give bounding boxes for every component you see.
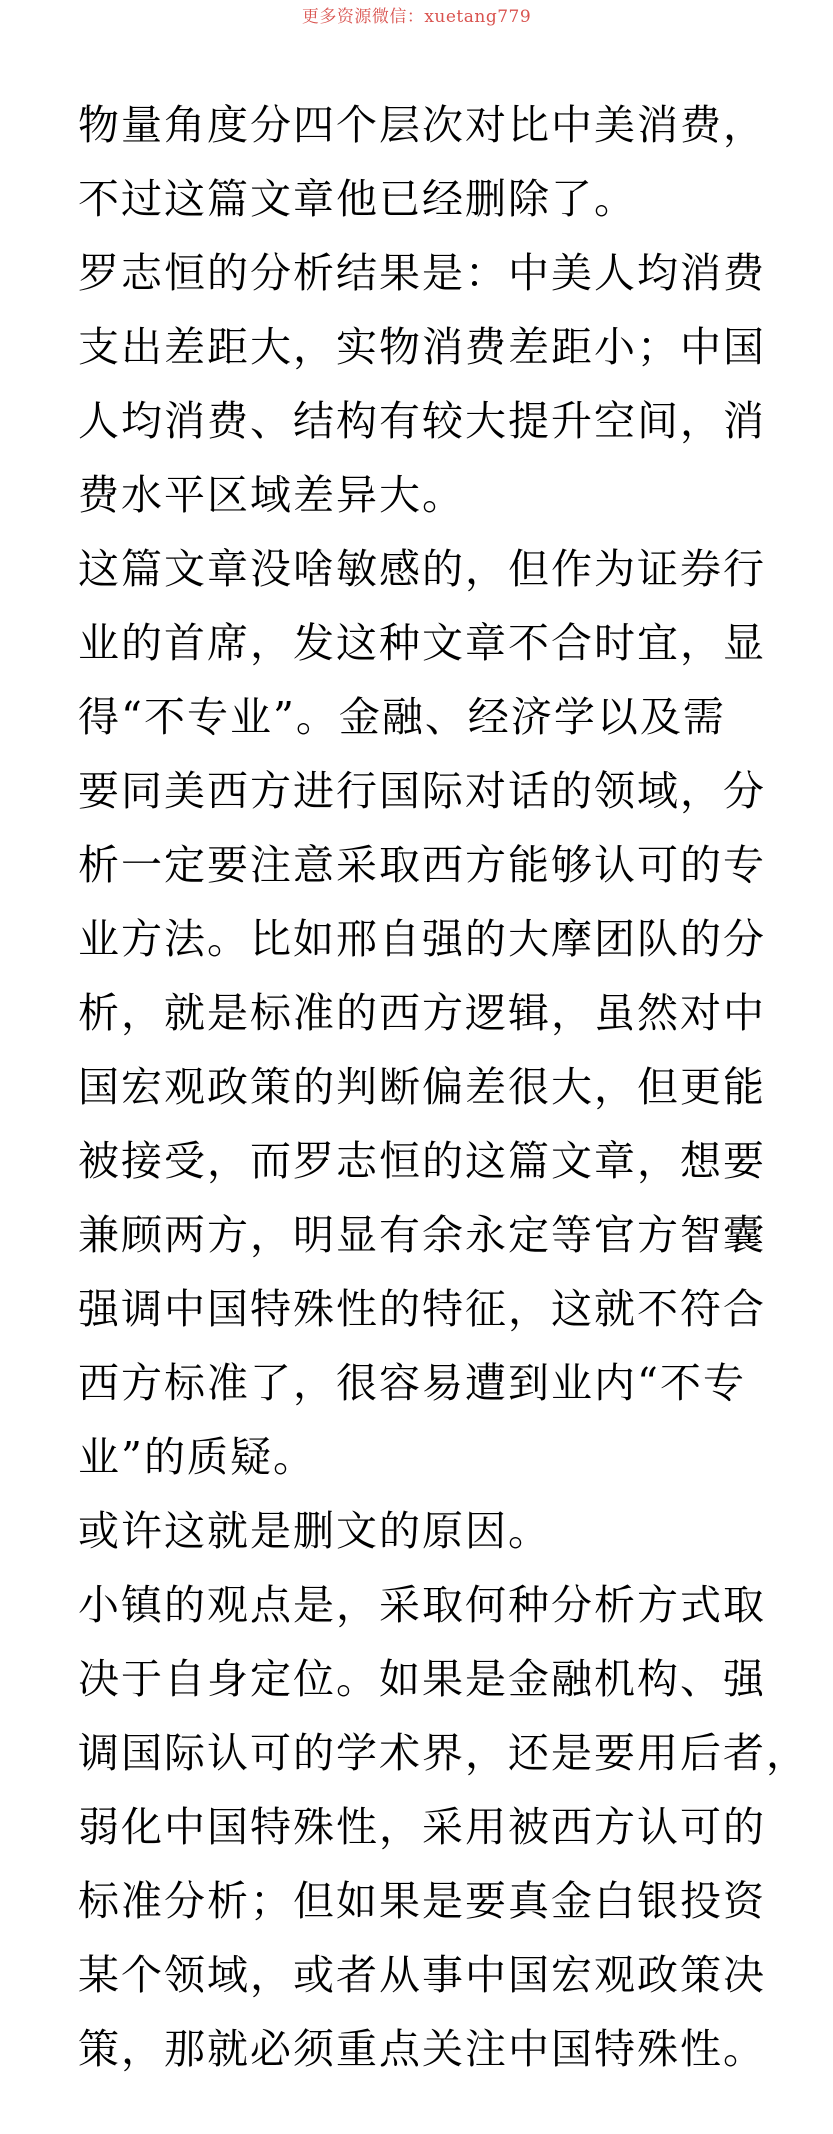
- text-line: 支出差距大，实物消费差距小；中国: [78, 323, 766, 371]
- text-line: 某个领域，或者从事中国宏观政策决: [78, 1951, 766, 1999]
- text-line: 决于自身定位。如果是金融机构、强: [78, 1655, 766, 1703]
- text-line: 国宏观政策的判断偏差很大，但更能: [78, 1063, 766, 1111]
- text-line: 标准分析；但如果是要真金白银投资: [78, 1877, 766, 1925]
- text-line: 策，那就必须重点关注中国特殊性。: [78, 2025, 766, 2073]
- text-line: 业的首席，发这种文章不合时宜，显: [78, 619, 766, 667]
- watermark-text: 更多资源微信：xuetang779: [301, 7, 532, 27]
- text-line: 强调中国特殊性的特征，这就不符合: [78, 1285, 766, 1333]
- text-line: 物量角度分四个层次对比中美消费，: [78, 101, 766, 149]
- text-line: 小镇的观点是，采取何种分析方式取: [78, 1581, 766, 1629]
- text-line: 业”的质疑。: [78, 1433, 316, 1481]
- text-line: 调国际认可的学术界，还是要用后者，: [78, 1729, 809, 1777]
- text-line: 费水平区域差异大。: [78, 471, 465, 519]
- text-line: 西方标准了，很容易遭到业内“不专: [78, 1359, 746, 1407]
- text-line: 不过这篇文章他已经删除了。: [78, 175, 637, 223]
- text-line: 罗志恒的分析结果是：中美人均消费: [78, 249, 766, 297]
- text-line: 要同美西方进行国际对话的领域，分: [78, 767, 766, 815]
- text-line: 被接受，而罗志恒的这篇文章，想要: [78, 1137, 766, 1185]
- text-line: 这篇文章没啥敏感的，但作为证券行: [78, 545, 766, 593]
- text-line: 得“不专业”。金融、经济学以及需: [78, 693, 726, 741]
- article-body: [78, 88, 809, 2086]
- text-line: 弱化中国特殊性，采用被西方认可的: [78, 1803, 766, 1851]
- text-line: 兼顾两方，明显有余永定等官方智囊: [78, 1211, 766, 1259]
- text-line: 人均消费、结构有较大提升空间，消: [78, 397, 766, 445]
- text-line: 析一定要注意采取西方能够认可的专: [78, 841, 766, 889]
- text-line: 或许这就是删文的原因。: [78, 1507, 551, 1555]
- text-line: 析，就是标准的西方逻辑，虽然对中: [78, 989, 766, 1037]
- text-line: 业方法。比如邢自强的大摩团队的分: [78, 915, 766, 963]
